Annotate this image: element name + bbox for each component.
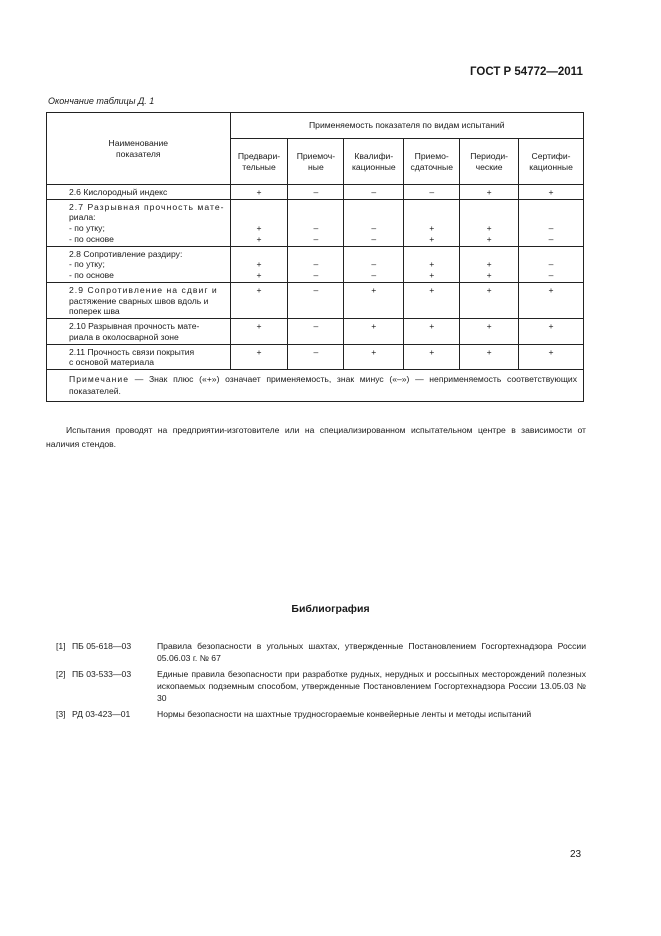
cell-value: + bbox=[460, 344, 519, 369]
table-row bbox=[47, 344, 584, 369]
cell-value: + bbox=[460, 319, 519, 344]
group-header: Применяемость показателя по видам испытаний bbox=[230, 113, 583, 139]
cell-value: + + bbox=[404, 199, 460, 246]
cell-value: – – bbox=[519, 246, 584, 282]
column-header: Приемоч- ные bbox=[288, 139, 344, 185]
cell-value: + bbox=[519, 282, 584, 318]
standard-code: ГОСТ Р 54772—2011 bbox=[470, 66, 583, 78]
bibliography-item bbox=[56, 640, 586, 664]
row-name: 2.11 Прочность связи покрытия с основой материала bbox=[47, 344, 231, 369]
bib-text: Нормы безопасности на шахтные трудносгораемые конвейерные ленты и методы испытаний bbox=[157, 709, 532, 719]
table-row bbox=[47, 246, 584, 282]
page-number: 23 bbox=[570, 849, 582, 860]
cell-value: + bbox=[230, 185, 288, 200]
bib-code: ПБ 05-618—03 bbox=[72, 641, 132, 651]
cell-value: – – bbox=[519, 199, 584, 246]
bib-code: РД 03-423—01 bbox=[72, 709, 131, 719]
note-text: — Знак плюс («+») означает применяемость, знак минус («–») — неприменяемость соответствующих показателей. bbox=[69, 374, 577, 397]
cell-value: + bbox=[460, 185, 519, 200]
cell-value: + bbox=[519, 185, 584, 200]
cell-value: – – bbox=[288, 199, 344, 246]
name-column-header: Наименование показателя bbox=[47, 113, 231, 185]
cell-value: + bbox=[230, 319, 288, 344]
bib-text: Единые правила безопасности при разработке рудных, нерудных и россыпных месторождений полезных ископаемых подземным способом, утвержденные Постановлением Госгортехнадзора России 13.05.03 № 30 bbox=[157, 669, 586, 703]
note-label: Примечание bbox=[69, 374, 130, 385]
cell-value: – – bbox=[288, 246, 344, 282]
row-name: 2.7 Разрывная прочность мате- риала: - по утку; - по основе bbox=[47, 199, 231, 246]
cell-value: + bbox=[460, 282, 519, 318]
cell-value: – – bbox=[344, 246, 404, 282]
table-row bbox=[47, 319, 584, 344]
cell-value: – bbox=[288, 282, 344, 318]
table-row bbox=[47, 199, 584, 246]
table-note-row bbox=[47, 370, 584, 402]
table-note bbox=[47, 370, 584, 402]
cell-value: + + bbox=[404, 246, 460, 282]
bib-code: ПБ 03-533—03 bbox=[72, 669, 132, 679]
cell-value: + bbox=[230, 282, 288, 318]
column-header: Квалифи- кационные bbox=[344, 139, 404, 185]
bibliography-item bbox=[56, 668, 586, 704]
bibliography-item bbox=[56, 708, 586, 720]
column-header: Периоди- ческие bbox=[460, 139, 519, 185]
cell-value: + bbox=[344, 344, 404, 369]
column-header: Сертифи- кационные bbox=[519, 139, 584, 185]
cell-value: + bbox=[404, 319, 460, 344]
row-name: 2.10 Разрывная прочность мате- риала в околосварной зоне bbox=[47, 319, 231, 344]
cell-value: + + bbox=[230, 246, 288, 282]
bib-number: [2] bbox=[56, 669, 66, 679]
cell-value: + bbox=[404, 282, 460, 318]
cell-value: – bbox=[288, 185, 344, 200]
cell-value: + bbox=[519, 319, 584, 344]
column-header: Приемо- сдаточные bbox=[404, 139, 460, 185]
table-row bbox=[47, 282, 584, 318]
cell-value: + + bbox=[230, 199, 288, 246]
cell-value: + bbox=[344, 319, 404, 344]
bib-number: [3] bbox=[56, 709, 66, 719]
table-row bbox=[47, 185, 584, 200]
applicability-table bbox=[46, 112, 584, 402]
cell-value: – bbox=[288, 344, 344, 369]
bib-text: Правила безопасности в угольных шахтах, утвержденные Постановлением Госгортехнадзора России 05.06.03 г. № 67 bbox=[157, 641, 586, 663]
row-name: 2.9 Сопротивление на сдвиг и растяжение сварных швов вдоль и поперек шва bbox=[47, 282, 231, 318]
table-caption: Окончание таблицы Д. 1 bbox=[48, 96, 155, 106]
row-name: 2.6 Кислородный индекс bbox=[47, 185, 231, 200]
body-paragraph: Испытания проводят на предприятии-изготовителе или на специализированном испытательном центре в зависимости от наличия стендов. bbox=[46, 425, 586, 449]
cell-value: + + bbox=[460, 246, 519, 282]
cell-value: + bbox=[230, 344, 288, 369]
cell-value: – bbox=[404, 185, 460, 200]
cell-value: – – bbox=[344, 199, 404, 246]
cell-value: + + bbox=[460, 199, 519, 246]
cell-value: – bbox=[288, 319, 344, 344]
bib-number: [1] bbox=[56, 641, 66, 651]
cell-value: + bbox=[519, 344, 584, 369]
cell-value: + bbox=[404, 344, 460, 369]
cell-value: – bbox=[344, 185, 404, 200]
cell-value: + bbox=[344, 282, 404, 318]
column-header: Предвари- тельные bbox=[230, 139, 288, 185]
row-name: 2.8 Сопротивление раздиру: - по утку; - по основе bbox=[47, 246, 231, 282]
bibliography-title: Библиография bbox=[291, 603, 370, 615]
